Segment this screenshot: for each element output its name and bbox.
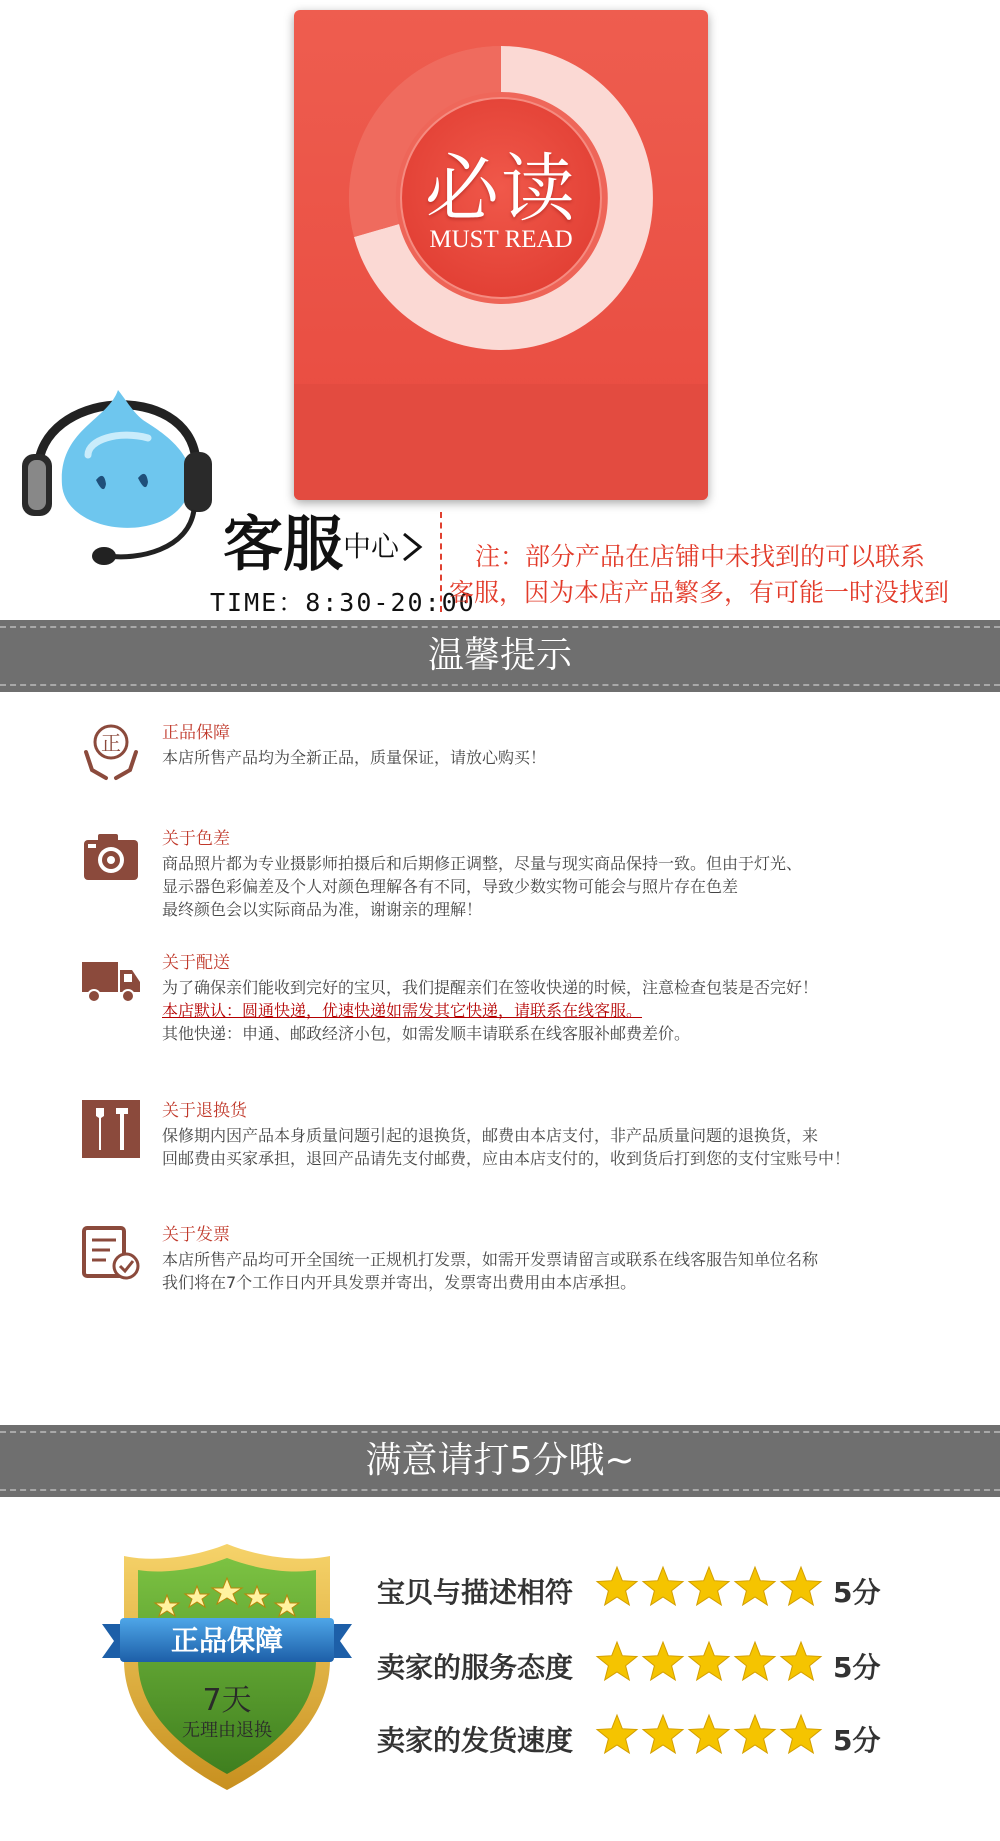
star-icon — [689, 1567, 729, 1605]
tip-title: 关于配送 — [162, 953, 230, 973]
tip-text-highlight: 本店默认：圆通快递，优速快递如需发其它快递，请联系在线客服。 — [162, 1001, 643, 1020]
tip-text: 回邮费由买家承担，退回产品请先支付邮费，应由本店支付的，收到货后打到您的支付宝账号中！ — [162, 1149, 851, 1168]
star-icon — [597, 1567, 637, 1605]
star-icon — [781, 1567, 821, 1605]
badge-ribbon-text: 正品保障 — [170, 1624, 284, 1657]
tip-text: 其他快递：申通、邮政经济小包，如需发顺丰请联系在线客服补邮费差价。 — [162, 1024, 691, 1043]
rating-score: 5分 — [833, 1576, 881, 1609]
star-icon — [597, 1642, 637, 1680]
star-icon — [689, 1715, 729, 1753]
star-icon — [781, 1715, 821, 1753]
five-star-rating-icon — [595, 1711, 827, 1759]
tip-title: 关于发票 — [162, 1225, 230, 1245]
tip-text: 最终颜色会以实际商品为准，谢谢亲的理解！ — [162, 900, 483, 919]
tips-banner — [0, 620, 1000, 692]
star-icon — [781, 1642, 821, 1680]
must-read-subtitle: MUST READ — [429, 226, 573, 253]
tools-return-icon — [80, 1098, 142, 1160]
five-star-rating-icon — [595, 1563, 827, 1611]
tip-title: 关于退换货 — [162, 1101, 247, 1121]
tips-banner-title: 温馨提示 — [427, 635, 572, 676]
authentic-guarantee-shield-icon — [102, 1540, 352, 1796]
rating-label: 卖家的发货速度 — [377, 1724, 574, 1757]
service-note-line-1: 注：部分产品在店铺中未找到的可以联系 — [475, 542, 926, 571]
tip-text: 显示器色彩偏差及个人对颜色理解各有不同，导致少数实物可能会与照片存在色差 — [162, 877, 739, 896]
service-note-line-2: 客服，因为本店产品繁多，有可能一时没找到 — [449, 578, 950, 607]
hands-authentic-icon — [80, 720, 142, 782]
star-icon — [643, 1715, 683, 1753]
tip-text: 我们将在7个工作日内开具发票并寄出，发票寄出费用由本店承担。 — [162, 1273, 637, 1292]
star-icon — [643, 1642, 683, 1680]
rating-score: 5分 — [833, 1724, 881, 1757]
delivery-truck-icon — [80, 950, 142, 1012]
chevron-right-icon — [400, 531, 424, 563]
camera-icon — [80, 826, 142, 888]
must-read-card — [294, 10, 708, 500]
rating-banner-title: 满意请打5分哦~ — [365, 1440, 635, 1481]
badge-days-text: 7天 — [202, 1683, 252, 1718]
svg-text:正: 正 — [101, 731, 121, 755]
badge-return-text: 无理由退换 — [182, 1720, 272, 1741]
tip-text: 商品照片都为专业摄影师拍摄后和后期修正调整，尽量与现实商品保持一致。但由于灯光、 — [162, 854, 803, 873]
invoice-check-icon — [80, 1222, 142, 1284]
tip-text: 本店所售产品均可开全国统一正规机打发票，如需开发票请留言或联系在线客服告知单位名称 — [162, 1250, 819, 1269]
star-icon — [643, 1567, 683, 1605]
five-star-rating-icon — [595, 1638, 827, 1686]
tip-text: 为了确保亲们能收到完好的宝贝，我们提醒亲们在签收快递的时候，注意检查包装是否完好！ — [162, 978, 819, 997]
star-icon — [597, 1715, 637, 1753]
rating-score: 5分 — [833, 1651, 881, 1684]
star-icon — [735, 1567, 775, 1605]
tip-text: 保修期内因产品本身质量问题引起的退换货，邮费由本店支付，非产品质量问题的退换货，来 — [162, 1126, 819, 1145]
rating-label: 卖家的服务态度 — [377, 1651, 574, 1684]
rating-banner — [0, 1425, 1000, 1497]
star-icon — [689, 1642, 729, 1680]
service-hours: TIME：8:30-20:00 — [210, 588, 476, 617]
dashed-divider — [440, 512, 442, 612]
star-icon — [735, 1642, 775, 1680]
customer-service-title: 客服 — [223, 510, 343, 580]
tip-text: 本店所售产品均为全新正品，质量保证，请放心购买！ — [162, 748, 547, 767]
tip-title: 正品保障 — [162, 723, 230, 743]
tip-title: 关于色差 — [162, 829, 230, 849]
customer-service-mascot-icon — [18, 360, 218, 574]
star-icon — [735, 1715, 775, 1753]
must-read-title: 必读 — [425, 146, 577, 232]
must-read-ring-icon — [294, 10, 708, 500]
customer-service-center-label: 中心 — [343, 530, 400, 563]
rating-label: 宝贝与描述相符 — [377, 1576, 574, 1609]
